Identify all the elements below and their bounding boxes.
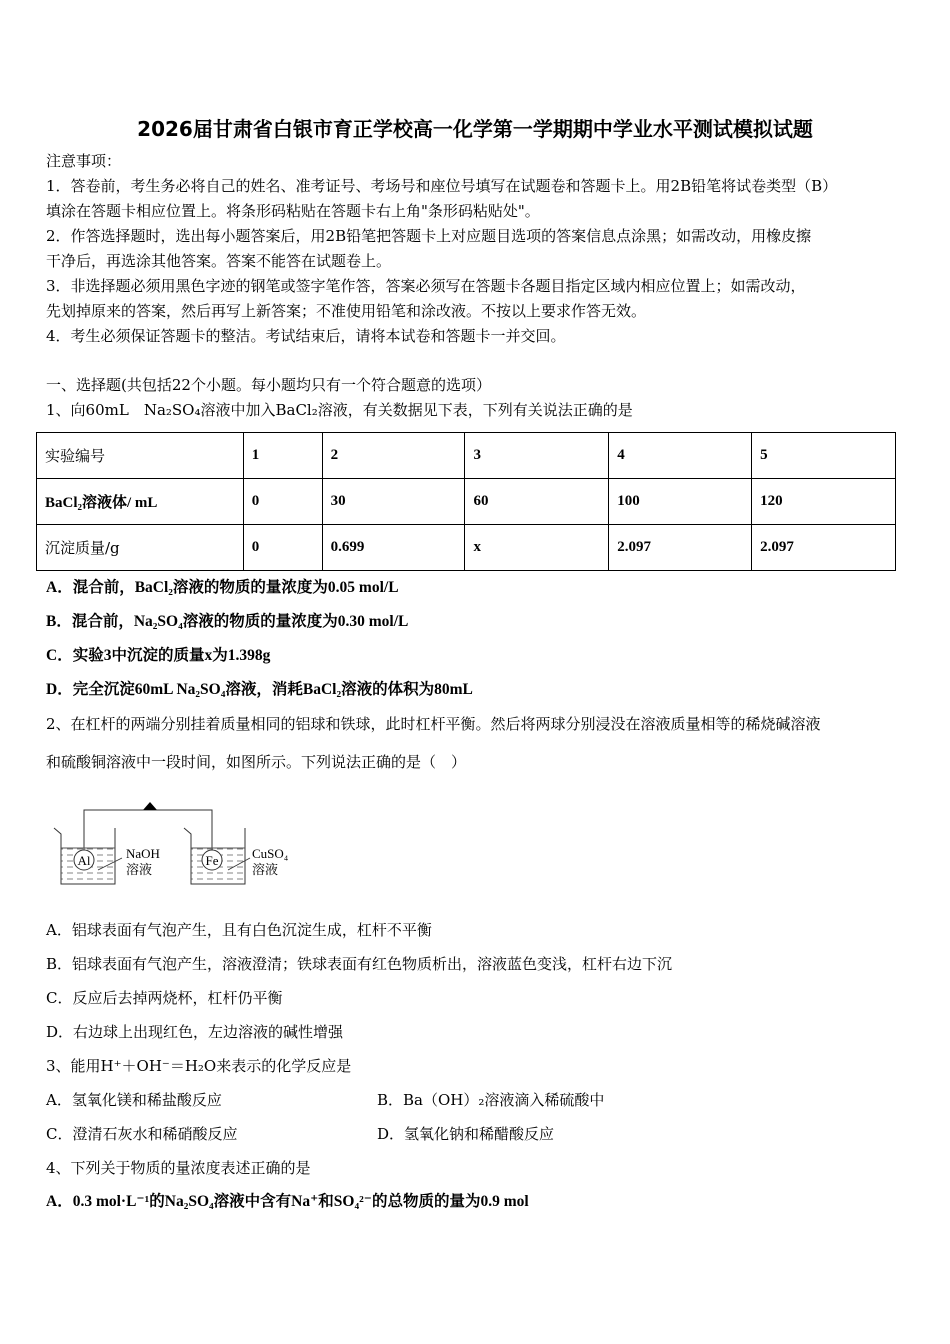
- q2-option-b: B．铝球表面有气泡产生，溶液澄清；铁球表面有红色物质析出，溶液蓝色变浅，杠杆右边下沉: [46, 955, 673, 973]
- table-cell: 2.097: [752, 525, 896, 571]
- notice-line: 填涂在答题卡相应位置上。将条形码粘贴在答题卡右上角"条形码粘贴处"。: [46, 202, 540, 220]
- table-cell: 100: [609, 479, 752, 525]
- aluminum-ball-label: Al: [77, 853, 91, 868]
- table-cell: 2.097: [609, 525, 752, 571]
- table-cell: BaCl₂溶液体/ mL: [37, 479, 244, 525]
- notice-line: 先划掉原来的答案，然后再写上新答案；不准使用铅笔和涂改液。不按以上要求作答无效。: [46, 302, 647, 320]
- table-cell: 0: [243, 525, 322, 571]
- table-cell: 30: [322, 479, 465, 525]
- table-cell: 60: [465, 479, 609, 525]
- q3-stem: 3、能用H⁺＋OH⁻＝H₂O来表示的化学反应是: [46, 1057, 352, 1075]
- q3-option-b: B．Ba（OH）₂溶液滴入稀硫酸中: [377, 1091, 605, 1109]
- naoh-label: NaOH: [126, 846, 160, 861]
- table-cell: 3: [465, 433, 609, 479]
- table-cell: 5: [752, 433, 896, 479]
- table-cell: 0: [243, 479, 322, 525]
- q4-option-a: A．0.3 mol·L⁻¹的Na₂SO₄溶液中含有Na⁺和SO₄²⁻的总物质的量为0.9 mol: [46, 1193, 529, 1210]
- solution-label: 溶液: [126, 862, 153, 877]
- fulcrum-icon: [143, 802, 157, 810]
- notice-line: 1．答卷前，考生务必将自己的姓名、准考证号、考场号和座位号填写在试题卷和答题卡上。用2B铅笔将试卷类型（B）: [46, 177, 838, 195]
- table-cell: 2: [322, 433, 465, 479]
- cuso4-label: CuSO₄: [252, 846, 289, 861]
- table-row: [37, 479, 896, 525]
- q1-option-a: A．混合前，BaCl₂溶液的物质的量浓度为0.05 mol/L: [46, 579, 399, 596]
- notice-line: 2．作答选择题时，选出每小题答案后，用2B铅笔把答题卡上对应题目选项的答案信息点涂黑；如需改动，用橡皮擦: [46, 227, 812, 245]
- q1-option-d: D．完全沉淀60mL Na₂SO₄溶液，消耗BaCl₂溶液的体积为80mL: [46, 681, 473, 698]
- q4-stem: 4、下列关于物质的量浓度表述正确的是: [46, 1159, 311, 1177]
- notice-heading: 注意事项：: [46, 152, 122, 170]
- q2-option-d: D．右边球上出现红色，左边溶液的碱性增强: [46, 1023, 344, 1041]
- table-cell: x: [465, 525, 609, 571]
- notice-line: 4．考生必须保证答题卡的整洁。考试结束后，请将本试卷和答题卡一并交回。: [46, 327, 566, 345]
- lever-beaker-diagram: [46, 798, 306, 893]
- notice-line: 干净后，再选涂其他答案。答案不能答在试题卷上。: [46, 252, 392, 270]
- table-cell: 4: [609, 433, 752, 479]
- table-cell: 实验编号: [37, 433, 244, 479]
- q1-data-table: [36, 432, 896, 571]
- table-row: [37, 525, 896, 571]
- solution-label: 溶液: [252, 862, 279, 877]
- q2-stem: 和硫酸铜溶液中一段时间，如图所示。下列说法正确的是（ ）: [46, 753, 467, 771]
- q1-option-b: B．混合前，Na₂SO₄溶液的物质的量浓度为0.30 mol/L: [46, 613, 409, 630]
- q3-option-d: D．氢氧化钠和稀醋酸反应: [377, 1125, 555, 1143]
- table-cell: 1: [243, 433, 322, 479]
- q2-stem: 2、在杠杆的两端分别挂着质量相同的铝球和铁球，此时杠杆平衡。然后将两球分别浸没在溶液质量相等的稀烧碱溶液: [46, 715, 821, 733]
- q1-stem: 1、向60mL Na₂SO₄溶液中加入BaCl₂溶液，有关数据见下表，下列有关说法正确的是: [46, 401, 633, 419]
- section-heading: 一、选择题(共包括22个小题。每小题均只有一个符合题意的选项）: [46, 376, 491, 394]
- table-row: [37, 433, 896, 479]
- q1-option-c: C．实验3中沉淀的质量x为1.398g: [46, 647, 271, 664]
- q3-option-c: C．澄清石灰水和稀硝酸反应: [46, 1125, 238, 1143]
- iron-ball-label: Fe: [205, 853, 219, 868]
- page-title: 2026届甘肃省白银市育正学校高一化学第一学期期中学业水平测试模拟试题: [137, 117, 813, 141]
- notice-line: 3．非选择题必须用黑色字迹的钢笔或签字笔作答，答案必须写在答题卡各题目指定区域内相应位置上；如需改动，: [46, 277, 806, 295]
- q3-option-a: A．氢氧化镁和稀盐酸反应: [46, 1091, 222, 1109]
- table-cell: 0.699: [322, 525, 465, 571]
- table-cell: 120: [752, 479, 896, 525]
- q2-option-a: A．铝球表面有气泡产生，且有白色沉淀生成，杠杆不平衡: [46, 921, 432, 939]
- table-cell: 沉淀质量/g: [37, 525, 244, 571]
- q2-option-c: C．反应后去掉两烧杯，杠杆仍平衡: [46, 989, 283, 1007]
